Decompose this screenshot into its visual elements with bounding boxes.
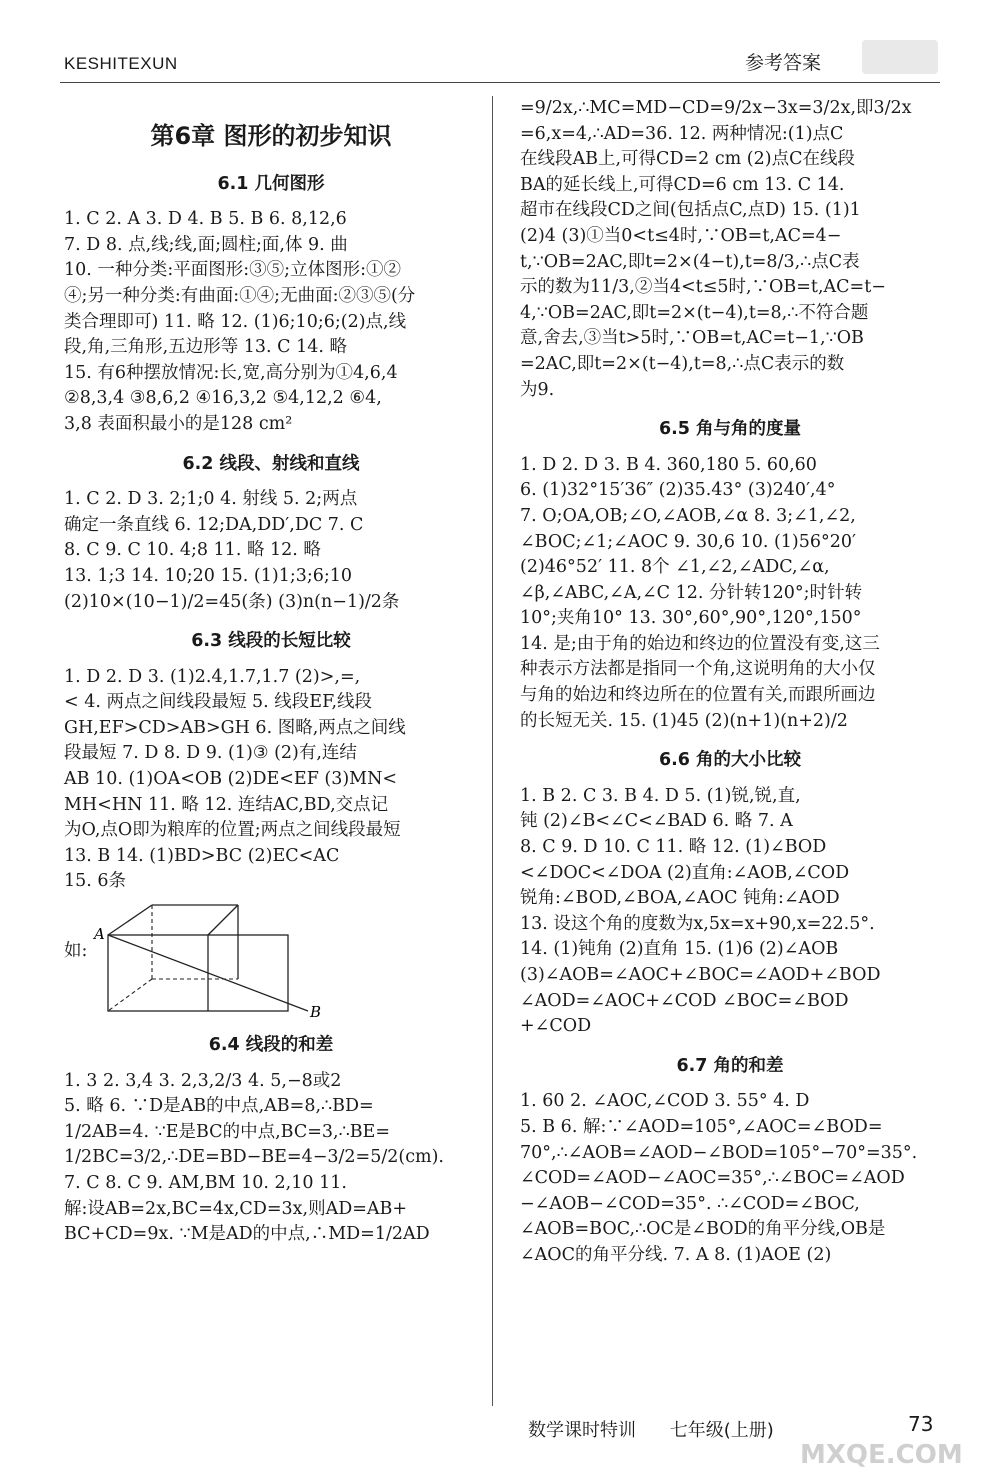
answer-line: (2)4 (3)①当0<t≤4时,∵OB=t,AC=4− [520, 225, 842, 246]
answer-line: ④;另一种分类:有曲面:①④;无曲面:②③⑤(分 [64, 285, 416, 306]
answer-line: ∠AOD=∠AOC+∠COD ∠BOC=∠BOD [520, 990, 849, 1011]
point-a-label: A [94, 925, 105, 944]
hidden-edge [108, 979, 152, 1011]
answer-line: < 4. 两点之间线段最短 5. 线段EF,线段 [64, 692, 373, 713]
point-b-label: B [310, 1003, 322, 1020]
answer-line: 70°,∴∠AOB=∠AOD−∠BOD=105°−70°=35°. [520, 1142, 918, 1163]
answer-line: 10. 一种分类:平面图形:③⑤;立体图形:①② [64, 260, 401, 281]
answer-line: 1. 60 2. ∠AOC,∠COD 3. 55° 4. D [520, 1091, 810, 1112]
answer-line: 6. (1)32°15′36″ (2)35.43° (3)240′,4° [520, 480, 836, 501]
answer-line: 超市在线段CD之间(包括点C,点D) 15. (1)1 [520, 200, 861, 221]
answer-line: 段,角,三角形,五边形等 13. C 14. 略 [64, 337, 347, 358]
answer-line: BA的延长线上,可得CD=6 cm 13. C 14. [520, 174, 845, 195]
column-divider [492, 96, 493, 1406]
section-title-6-1: 6.1 几何图形 [217, 173, 325, 194]
answer-line: 1/2BC=3/2,∴DE=BD−BE=4−3/2=5/2(cm). [64, 1147, 444, 1168]
section-title-6-4: 6.4 线段的和差 [208, 1035, 334, 1056]
section-6-2-lines [64, 487, 478, 615]
watermark: MXQE.COM [800, 1440, 963, 1470]
answer-line: 1. 3 2. 3,4 3. 2,3,2/3 4. 5,−8或2 [64, 1070, 342, 1091]
answer-line: 为O,点O即为粮库的位置;两点之间线段最短 [64, 820, 401, 841]
section-6-6-lines [520, 784, 940, 1040]
chapter-title: 第6章 图形的初步知识 [150, 122, 392, 150]
answer-line: 1/2AB=4. ∵E是BC的中点,BC=3,∴BE= [64, 1121, 390, 1142]
answer-line: 锐角:∠BOD,∠BOA,∠AOC 钝角:∠AOD [520, 888, 840, 909]
edge [108, 905, 152, 935]
answer-line: 13. 设这个角的度数为x,5x=x+90,x=22.5°. [520, 913, 875, 934]
answer-line: 4,∵OB=2AC,即t=2×(t−4),t=8,∴不符合题 [520, 302, 869, 323]
answer-line: t,∵OB=2AC,即t=2×(4−t),t=8/3,∴点C表 [520, 251, 860, 272]
footer-book-title: 数学课时特训 [528, 1420, 636, 1441]
section-6-3-lines [64, 665, 478, 895]
answer-line: 段最短 7. D 8. D 9. (1)③ (2)有,连结 [64, 743, 357, 764]
edge [208, 905, 238, 935]
right-column [520, 96, 940, 1269]
answer-line: ∠AOC的角平分线. 7. A 8. (1)AOE (2) [520, 1244, 832, 1265]
section-title-6-5: 6.5 角与角的度量 [658, 419, 802, 440]
answer-line: 示的数为11/3,②当4<t≤5时,∵OB=t,AC=t− [520, 277, 886, 298]
answer-line: (2)46°52′ 11. 8个 ∠1,∠2,∠ADC,∠α, [520, 557, 830, 578]
answer-line: 确定一条直线 6. 12;DA,DD′,DC 7. C [64, 514, 364, 535]
answer-line: GH,EF>CD>AB>GH 6. 图略,两点之间线 [64, 717, 406, 738]
header-decoration [862, 40, 938, 74]
answer-line: =2AC,即t=2×(t−4),t=8,∴点C表示的数 [520, 353, 845, 374]
answer-line: 在线段AB上,可得CD=2 cm (2)点C在线段 [520, 149, 855, 170]
answer-line: ∠β,∠ABC,∠A,∠C 12. 分针转120°;时针转 [520, 582, 863, 603]
answer-line: 解:设AB=2x,BC=4x,CD=3x,则AD=AB+ [64, 1198, 408, 1219]
section-6-1-lines [64, 207, 478, 437]
section-title-6-7: 6.7 角的和差 [676, 1055, 784, 1076]
answer-line: 1. D 2. D 3. B 4. 360,180 5. 60,60 [520, 454, 817, 475]
answer-line: 意,舍去,③当t>5时,∵OB=t,AC=t−1,∵OB [520, 328, 864, 349]
section-title-6-6: 6.6 角的大小比较 [658, 750, 802, 771]
answer-line: 类合理即可) 11. 略 12. (1)6;10;6;(2)点,线 [64, 311, 407, 332]
answer-line: 1. C 2. A 3. D 4. B 5. B 6. 8,12,6 [64, 209, 347, 230]
section-6-4-continued-lines [520, 96, 940, 403]
answer-line: 14. 是;由于角的始边和终边的位置没有变,这三 [520, 633, 880, 654]
answer-line: ②8,3,4 ③8,6,2 ④16,3,2 ⑤4,12,2 ⑥4, [64, 388, 382, 409]
answer-line: 7. C 8. C 9. AM,BM 10. 2,10 11. [64, 1173, 347, 1193]
answer-line: 8. C 9. D 10. C 11. 略 12. (1)∠BOD [520, 837, 827, 858]
answer-line: +∠COD [520, 1016, 592, 1037]
answer-line: ∠COD=∠AOD−∠AOC=35°,∴∠BOC=∠AOD [520, 1168, 905, 1189]
answer-line: 5. B 6. 解:∵∠AOD=105°,∠AOC=∠BOD= [520, 1116, 883, 1137]
answer-line: =9/2x,∴MC=MD−CD=9/2x−3x=3/2x,即3/2x [520, 98, 912, 118]
answer-line: 种表示方法都是指同一个角,这说明角的大小仅 [520, 659, 876, 680]
section-6-5-lines [520, 453, 940, 735]
answer-line: AB 10. (1)OA<OB (2)DE<EF (3)MN< [64, 769, 398, 790]
footer [528, 1416, 774, 1442]
answer-line: (3)∠AOB=∠AOC+∠BOC=∠AOD+∠BOD [520, 965, 881, 985]
answer-line: 3,8 表面积最小的是128 cm² [64, 413, 293, 434]
answer-line: =6,x=4,∴AD=36. 12. 两种情况:(1)点C [520, 123, 844, 144]
answer-line: 13. 1;3 14. 10;20 15. (1)1;3;6;10 [64, 565, 353, 586]
section-header: 参考答案 [745, 52, 822, 74]
answer-line: −∠AOB−∠COD=35°. ∴∠COD=∠BOC, [520, 1193, 860, 1214]
cuboid-figure [64, 899, 478, 1019]
page-number: 73 [908, 1412, 934, 1436]
section-title-6-3: 6.3 线段的长短比较 [191, 631, 351, 652]
answer-line: 14. (1)钝角 (2)直角 15. (1)6 (2)∠AOB [520, 939, 839, 960]
footer-grade: 七年级(上册) [669, 1420, 774, 1441]
answer-line: 1. C 2. D 3. 2;1;0 4. 射线 5. 2;两点 [64, 489, 358, 510]
answer-line: (2)10×(10−1)/2=45(条) (3)n(n−1)/2条 [64, 591, 400, 612]
answer-line: 钝 (2)∠B<∠C<∠BAD 6. 略 7. A [520, 811, 793, 832]
cuboid-drawing [92, 899, 332, 1019]
answer-line: 13. B 14. (1)BD>BC (2)EC<AC [64, 845, 340, 866]
section-6-4-lines [64, 1069, 478, 1248]
section-title-6-2: 6.2 线段、射线和直线 [182, 453, 360, 474]
answer-line: 15. 6条 [64, 871, 127, 892]
front-face [108, 935, 288, 1011]
answer-line: 1. D 2. D 3. (1)2.4,1.7,1.7 (2)>,=, [64, 666, 361, 687]
answer-line: ∠BOC;∠1;∠AOC 9. 30,6 10. (1)56°20′ [520, 531, 857, 552]
answer-line: MH<HN 11. 略 12. 连结AC,BD,交点记 [64, 794, 389, 815]
section-6-7-lines [520, 1089, 940, 1268]
answer-line: 7. D 8. 点,线;线,面;圆柱;面,体 9. 曲 [64, 234, 348, 255]
answer-line: 15. 有6种摆放情况:长,宽,高分别为①4,6,4 [64, 362, 398, 383]
answer-line: 10°;夹角10° 13. 30°,60°,90°,120°,150° [520, 608, 862, 629]
answer-line: 的长短无关. 15. (1)45 (2)(n+1)(n+2)/2 [520, 710, 848, 731]
answer-line: BC+CD=9x. ∵M是AD的中点,∴MD=1/2AD [64, 1224, 430, 1245]
answer-line: 8. C 9. C 10. 4;8 11. 略 12. 略 [64, 540, 321, 561]
brand-header: KESHITEXUN [64, 54, 178, 73]
answer-line: ∠AOB=BOC,∴OC是∠BOD的角平分线,OB是 [520, 1219, 886, 1240]
answer-line: 1. B 2. C 3. B 4. D 5. (1)锐,锐,直, [520, 785, 801, 806]
answer-line: 5. 略 6. ∵D是AB的中点,AB=8,∴BD= [64, 1096, 374, 1117]
answer-line: 与角的始边和终边所在的位置有关,而跟所画边 [520, 685, 876, 706]
left-column [64, 96, 478, 1248]
answer-line: 为9. [520, 379, 555, 400]
header-rule [60, 82, 940, 83]
answer-line: 7. O;OA,OB;∠O,∠AOB,∠α 8. 3;∠1,∠2, [520, 505, 856, 526]
answer-line: <∠DOC<∠DOA (2)直角:∠AOB,∠COD [520, 862, 850, 883]
figure-prefix: 如: [64, 941, 88, 962]
